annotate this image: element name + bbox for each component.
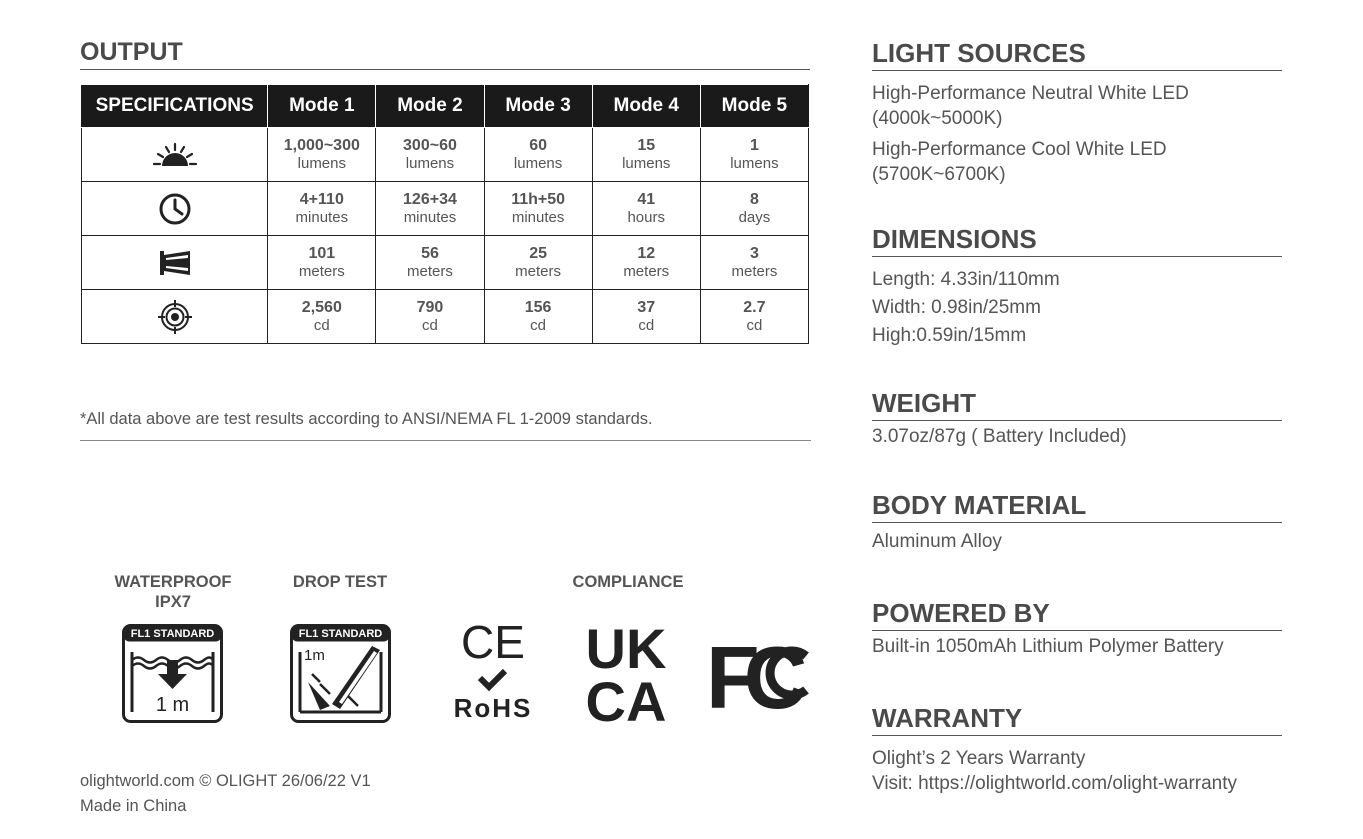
waterproof-badge-text: FL1 STANDARD (130, 628, 215, 640)
cell: 156 cd (484, 290, 592, 344)
cell: 15 lumens (592, 128, 700, 182)
light-source-2-name: High-Performance Cool White LED (872, 139, 1167, 160)
waterproof-depth: 1 m (155, 694, 190, 716)
cell: 25 meters (484, 236, 592, 290)
dimension-high: High:0.59in/15mm (872, 325, 1027, 346)
header-mode-3: Mode 3 (484, 85, 592, 128)
cell: 2,560 cd (268, 290, 376, 344)
body-material-section (872, 490, 1282, 554)
powered-by-section (872, 598, 1282, 659)
ansi-note: *All data above are test results according to ANSI/NEMA FL 1-2009 standards. (80, 410, 811, 441)
header-mode-5: Mode 5 (700, 85, 808, 128)
warranty-section (872, 703, 1282, 796)
light-sources-section (872, 38, 1282, 187)
cell: 101 meters (268, 236, 376, 290)
dimension-width: Width: 0.98in/25mm (872, 297, 1041, 318)
drop-height: 1m (304, 647, 325, 664)
row-runtime (82, 182, 809, 236)
cell: 3 meters (700, 236, 808, 290)
light-source-item (872, 137, 1282, 187)
light-source-1-name: High-Performance Neutral White LED (872, 83, 1189, 104)
cell: 56 meters (376, 236, 484, 290)
cell: 2.7 cd (700, 290, 808, 344)
light-sources-title: LIGHT SOURCES (872, 38, 1282, 71)
dimensions-section (872, 224, 1282, 350)
fcc-mark: FC (706, 628, 792, 718)
cell: 1 lumens (700, 128, 808, 182)
body-material-value: Aluminum Alloy (872, 531, 1002, 552)
footer-origin: Made in China (80, 797, 187, 815)
cell: 1,000~300 lumens (268, 128, 376, 182)
waterproof-rating: IPX7 (155, 593, 191, 611)
drop-test-badge-icon (290, 624, 391, 728)
ce-mark: CE (461, 618, 525, 668)
beam-distance-icon (82, 236, 268, 290)
dimensions-values (872, 266, 1282, 350)
footer-copyright: olightworld.com © OLIGHT 26/06/22 V1 (80, 772, 371, 790)
body-material-title: BODY MATERIAL (872, 490, 1282, 523)
cell: 11h+50 minutes (484, 182, 592, 236)
footer (80, 769, 371, 819)
waterproof-badge-icon (122, 624, 223, 728)
powered-by-value: Built-in 1050mAh Lithium Polymer Battery (872, 636, 1224, 657)
ce-rohs-mark-icon (448, 618, 538, 723)
row-intensity (82, 290, 809, 344)
waterproof-label (98, 572, 248, 612)
cell: 126+34 minutes (376, 182, 484, 236)
ukca-bottom: CA (585, 670, 667, 726)
dimension-length: Length: 4.33in/110mm (872, 269, 1060, 290)
cell: 37 cd (592, 290, 700, 344)
dimensions-title: DIMENSIONS (872, 224, 1282, 257)
cell: 300~60 lumens (376, 128, 484, 182)
cell: 12 meters (592, 236, 700, 290)
cell: 4+110 minutes (268, 182, 376, 236)
spec-header-row (82, 85, 809, 128)
header-mode-2: Mode 2 (376, 85, 484, 128)
clock-icon (82, 182, 268, 236)
output-title: OUTPUT (80, 38, 810, 70)
weight-title: WEIGHT (872, 388, 1282, 421)
drop-test-badge-text: FL1 STANDARD (298, 628, 383, 640)
compliance-label: COMPLIANCE (572, 573, 684, 591)
warranty-title: WARRANTY (872, 703, 1282, 736)
light-source-1-range: (4000k~5000K) (872, 108, 1003, 129)
weight-section (872, 388, 1282, 449)
brightness-icon (82, 128, 268, 182)
cell: 8 days (700, 182, 808, 236)
cell: 790 cd (376, 290, 484, 344)
header-mode-1: Mode 1 (268, 85, 376, 128)
spec-table (81, 84, 809, 344)
warranty-url[interactable]: Visit: https://olightworld.com/olight-warranty (872, 773, 1238, 794)
warranty-values (872, 746, 1282, 796)
warranty-term: Olight’s 2 Years Warranty (872, 748, 1086, 769)
ukca-mark-icon (578, 618, 674, 726)
drop-test-label: DROP TEST (292, 573, 388, 591)
row-lumens (82, 128, 809, 182)
target-icon (82, 290, 268, 344)
light-source-2-range: (5700K~6700K) (872, 164, 1006, 185)
cell: 60 lumens (484, 128, 592, 182)
weight-value: 3.07oz/87g ( Battery Included) (872, 426, 1127, 447)
header-mode-4: Mode 4 (592, 85, 700, 128)
fcc-mark-icon (706, 628, 810, 718)
ukca-top: UK (585, 618, 667, 680)
light-source-item (872, 81, 1282, 131)
powered-by-title: POWERED BY (872, 598, 1282, 631)
rohs-mark: RoHS (453, 693, 533, 723)
cell: 41 hours (592, 182, 700, 236)
header-specifications: SPECIFICATIONS (82, 85, 268, 128)
row-beam-distance (82, 236, 809, 290)
waterproof-title: WATERPROOF (114, 573, 232, 591)
